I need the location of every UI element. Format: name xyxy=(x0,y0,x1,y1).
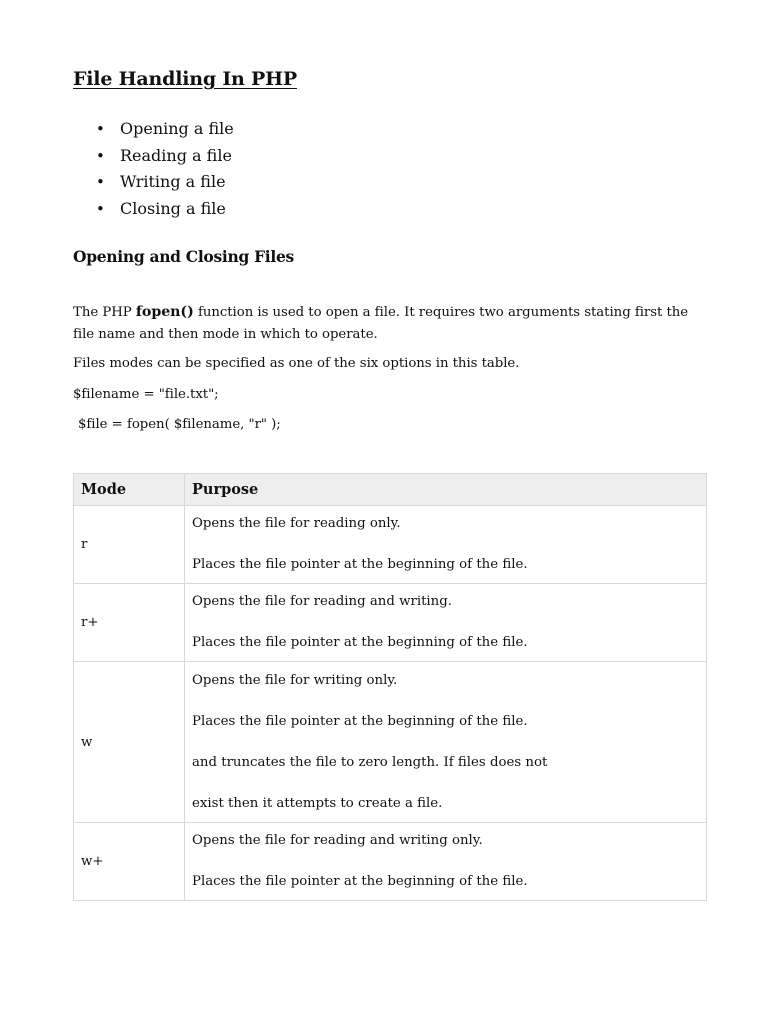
intro-text-start: The PHP xyxy=(73,305,136,320)
intro-text-end: function is used to open a file. It requires two arguments stating first the file name and then mode in which to operate. xyxy=(73,305,689,342)
bullet-icon: • xyxy=(96,173,105,192)
purpose-line: Places the file pointer at the beginning of the file. xyxy=(192,635,528,650)
function-name: fopen() xyxy=(135,304,194,320)
bullet-icon: • xyxy=(96,200,105,219)
list-item xyxy=(73,145,234,172)
purpose-cell xyxy=(185,823,707,901)
purpose-line: Opens the file for reading and writing. xyxy=(192,594,452,609)
purpose-line: Opens the file for reading only. xyxy=(192,516,401,531)
mode-cell: w+ xyxy=(74,823,185,901)
purpose-line: exist then it attempts to create a file. xyxy=(192,795,443,811)
table-row xyxy=(74,584,707,662)
purpose-line: Places the file pointer at the beginning of the file. xyxy=(192,557,528,572)
list-item-label: Writing a file xyxy=(120,172,226,192)
topic-list xyxy=(73,118,234,225)
bullet-icon: • xyxy=(96,120,105,138)
purpose-cell xyxy=(185,662,707,823)
list-item-label: Reading a file xyxy=(120,145,232,165)
purpose-cell xyxy=(185,506,707,584)
list-item xyxy=(73,198,234,225)
table-row xyxy=(74,823,707,901)
purpose-line: Opens the file for writing only. xyxy=(192,672,398,688)
file-modes-table xyxy=(73,473,707,901)
table-header-row xyxy=(74,474,707,506)
list-item xyxy=(73,118,234,145)
code-line-filename: $filename = "file.txt"; xyxy=(73,387,219,402)
section-heading: Opening and Closing Files xyxy=(73,247,294,266)
mode-cell: w xyxy=(74,662,185,823)
column-header-purpose: Purpose xyxy=(185,474,707,506)
code-line-fopen: $file = fopen( $filename, "r" ); xyxy=(78,417,281,432)
table-row xyxy=(74,662,707,823)
purpose-line: Opens the file for reading and writing only. xyxy=(192,833,483,848)
column-header-mode: Mode xyxy=(74,474,185,506)
intro-paragraph xyxy=(73,301,707,346)
list-item-label: Opening a file xyxy=(120,119,234,138)
mode-cell: r+ xyxy=(74,584,185,662)
purpose-line: Places the file pointer at the beginning of the file. xyxy=(192,874,528,889)
list-item-label: Closing a file xyxy=(120,199,226,219)
table-row xyxy=(74,506,707,584)
purpose-line: and truncates the file to zero length. If files does not xyxy=(192,754,548,770)
mode-cell: r xyxy=(74,506,185,584)
purpose-line: Places the file pointer at the beginning of the file. xyxy=(192,713,528,729)
modes-note: Files modes can be specified as one of the six options in this table. xyxy=(73,356,520,371)
purpose-cell xyxy=(185,584,707,662)
page-title: File Handling In PHP xyxy=(73,68,297,90)
bullet-icon: • xyxy=(96,146,105,165)
list-item xyxy=(73,171,234,198)
